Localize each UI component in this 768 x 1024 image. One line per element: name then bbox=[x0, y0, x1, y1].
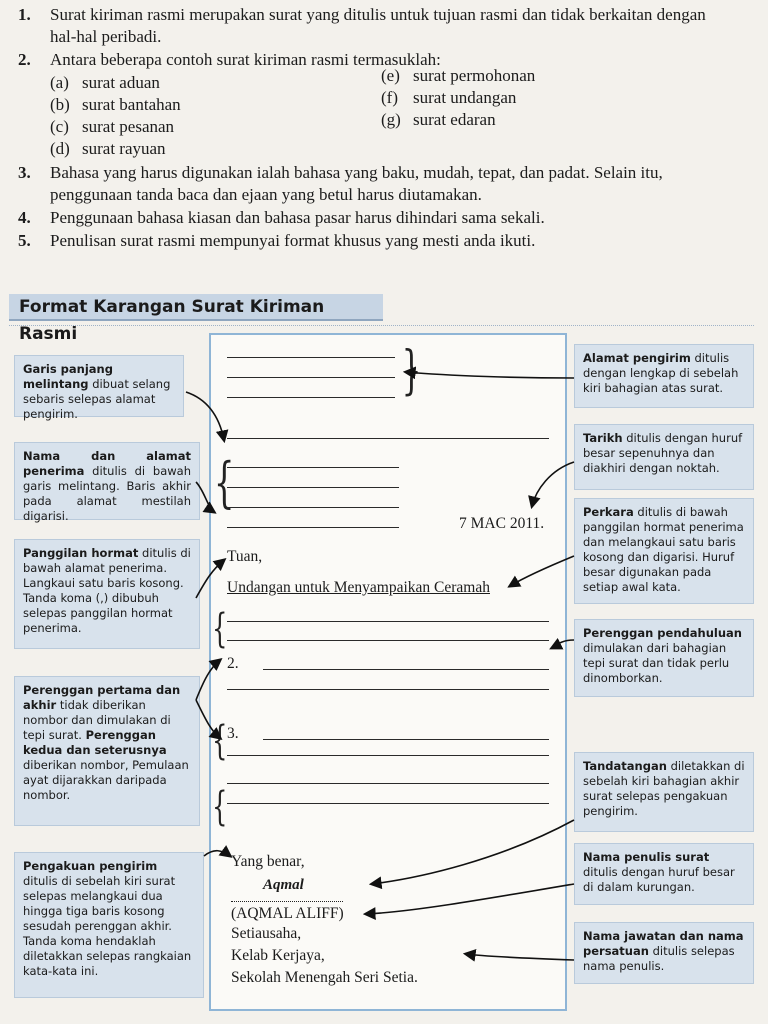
callout-bold: Perenggan pertama dan akhir bbox=[23, 683, 181, 712]
item-text-cont: penggunaan tanda baca dan ejaan yang betul harus diutamakan. bbox=[50, 185, 482, 204]
list-item-5 bbox=[18, 230, 753, 252]
example-letter: (b) bbox=[50, 95, 70, 114]
item-text: Antara beberapa contoh surat kiriman rasmi termasuklah: bbox=[50, 50, 441, 69]
recipient-address-underline bbox=[227, 527, 399, 528]
paragraph-number-3: 3. bbox=[227, 725, 239, 742]
example-c bbox=[50, 116, 174, 138]
recipient-address-brace: { bbox=[213, 451, 235, 514]
example-a bbox=[50, 72, 160, 94]
callout-perenggan-pertama bbox=[14, 676, 200, 826]
example-label: surat pesanan bbox=[82, 117, 175, 136]
item-number: 4. bbox=[18, 208, 31, 227]
letter-template bbox=[209, 333, 567, 1011]
callout-nama-penulis bbox=[574, 843, 754, 905]
callout-bold: Tarikh bbox=[583, 431, 623, 445]
paragraph-brace: { bbox=[212, 718, 228, 764]
callout-text: tidak diberikan nombor dan dimulakan di tepi surat. bbox=[23, 698, 171, 742]
example-letter: (c) bbox=[50, 117, 69, 136]
example-letter: (g) bbox=[381, 110, 401, 129]
item-number: 2. bbox=[18, 50, 31, 69]
item-text: Surat kiriman rasmi merupakan surat yang ditulis untuk tujuan rasmi dan tidak berkaitan dengan bbox=[50, 5, 706, 24]
item-text: Bahasa yang harus digunakan ialah bahasa yang baku, mudah, tepat, dan padat. Selain itu, bbox=[50, 163, 663, 182]
examples-grid bbox=[18, 66, 753, 162]
paragraph-brace: { bbox=[212, 606, 228, 652]
signer-school: Sekolah Menengah Seri Setia. bbox=[231, 969, 418, 986]
callout-text: ditulis di bawah panggilan hormat penerima dan melangkaui satu baris kosong dan digarisi. Huruf besar digunakan pada setiap awal kata. bbox=[583, 505, 744, 594]
list-item-4 bbox=[18, 207, 753, 229]
sender-address-brace: } bbox=[401, 341, 422, 401]
callout-text: diletakkan di sebelah kiri bahagian akhir surat selepas pengakuan pengirim. bbox=[583, 759, 745, 818]
recipient-address-line bbox=[227, 467, 399, 468]
callout-text: ditulis di bawah alamat penerima. Langkaui satu baris kosong. Tanda koma (,) dibubuh selepas panggilan hormat penerima. bbox=[23, 546, 191, 635]
letter-salutation: Tuan, bbox=[227, 548, 263, 565]
callout-bold: Pengakuan pengirim bbox=[23, 859, 158, 873]
signature: Aqmal bbox=[263, 877, 304, 893]
section-divider bbox=[9, 325, 754, 326]
closing-paragraph-line bbox=[227, 803, 549, 804]
callout-bold: Alamat pengirim bbox=[583, 351, 691, 365]
item-number: 5. bbox=[18, 231, 31, 250]
callout-tarikh bbox=[574, 424, 754, 490]
callout-text: dimulakan dari bahagian tepi surat dan tidak perlu dinomborkan. bbox=[583, 641, 730, 685]
callout-alamat-pengirim bbox=[574, 344, 754, 408]
callout-text: ditulis dengan huruf besar di dalam kurungan. bbox=[583, 865, 735, 894]
sender-address-line bbox=[227, 377, 395, 378]
signer-position: Setiausaha, bbox=[231, 925, 302, 942]
letter-date: 7 MAC 2011. bbox=[459, 515, 545, 532]
paragraph-line bbox=[263, 669, 549, 670]
list-item-3 bbox=[18, 162, 753, 206]
example-label: surat bantahan bbox=[82, 95, 181, 114]
sender-address-line bbox=[227, 357, 395, 358]
callout-nama-jawatan bbox=[574, 922, 754, 984]
callout-text: ditulis dengan lengkap di sebelah kiri bahagian atas surat. bbox=[583, 351, 739, 395]
callout-text: ditulis di sebelah kiri surat selepas melangkaui dua hingga tiga baris kosong sesudah perenggan akhir. Tanda koma hendaklah diletakkan selepas rangkaian kata-kata ini. bbox=[23, 874, 192, 978]
callout-text: dibuat selang sebaris selepas alamat pengirim. bbox=[23, 377, 171, 421]
callout-bold: Nama jawatan dan nama persatuan bbox=[583, 929, 744, 958]
paragraph-brace: { bbox=[212, 784, 228, 830]
paragraph-line bbox=[227, 689, 549, 690]
closing-paragraph-line bbox=[227, 783, 549, 784]
callout-bold: Perenggan kedua dan seterusnya bbox=[23, 728, 167, 757]
callout-bold: Garis panjang melintang bbox=[23, 362, 113, 391]
example-letter: (d) bbox=[50, 139, 70, 158]
callout-text: ditulis selepas nama penulis. bbox=[583, 944, 735, 973]
signer-name: (AQMAL ALIFF) bbox=[231, 905, 344, 922]
callout-text: ditulis dengan huruf besar sepenuhnya dan diakhiri dengan noktah. bbox=[583, 431, 743, 475]
example-d bbox=[50, 138, 166, 160]
callout-garis-panjang bbox=[14, 355, 184, 421]
item-text: Penggunaan bahasa kiasan dan bahasa pasar harus dihindari sama sekali. bbox=[50, 208, 545, 227]
callout-tandatangan bbox=[574, 752, 754, 832]
example-letter: (a) bbox=[50, 73, 69, 92]
item-number: 3. bbox=[18, 163, 31, 182]
example-label: surat permohonan bbox=[413, 66, 536, 85]
example-g bbox=[381, 109, 496, 131]
example-e bbox=[381, 65, 535, 87]
intro-paragraph-line bbox=[227, 621, 549, 622]
example-f bbox=[381, 87, 516, 109]
callout-bold: Nama dan alamat penerima bbox=[23, 449, 191, 478]
callout-pengakuan-pengirim bbox=[14, 852, 204, 998]
example-label: surat edaran bbox=[413, 110, 496, 129]
callout-nama-alamat bbox=[14, 442, 200, 523]
callout-text: diberikan nombor, Pemulaan ayat dijarakkan daripada nombor. bbox=[23, 758, 189, 802]
callout-bold: Perkara bbox=[583, 505, 634, 519]
callout-bold: Tandatangan bbox=[583, 759, 667, 773]
item-text: Penulisan surat rasmi mempunyai format khusus yang mesti anda ikuti. bbox=[50, 231, 536, 250]
example-letter: (e) bbox=[381, 66, 400, 85]
item-number: 1. bbox=[18, 5, 31, 24]
callout-perenggan-pendahuluan bbox=[574, 619, 754, 697]
item-text-cont: hal-hal peribadi. bbox=[50, 27, 162, 46]
callout-text: ditulis di bawah garis melintang. Baris akhir pada alamat mestilah digarisi. bbox=[23, 464, 192, 523]
letter-closing: Yang benar, bbox=[231, 853, 305, 870]
callout-panggilan-hormat bbox=[14, 539, 200, 649]
horizontal-divider-line bbox=[227, 438, 549, 439]
intro-list bbox=[18, 4, 753, 253]
recipient-address-line bbox=[227, 507, 399, 508]
example-label: surat rayuan bbox=[82, 139, 166, 158]
signature-dotted-line bbox=[231, 901, 343, 902]
recipient-address-line bbox=[227, 487, 399, 488]
section-title: Format Karangan Surat Kiriman Rasmi bbox=[9, 294, 383, 321]
example-b bbox=[50, 94, 181, 116]
list-item-1 bbox=[18, 4, 753, 48]
callout-bold: Nama penulis surat bbox=[583, 850, 710, 864]
callout-bold: Panggilan hormat bbox=[23, 546, 139, 560]
paragraph-line bbox=[263, 739, 549, 740]
intro-paragraph-line bbox=[227, 640, 549, 641]
example-letter: (f) bbox=[381, 88, 398, 107]
paragraph-line bbox=[227, 755, 549, 756]
example-label: surat aduan bbox=[82, 73, 160, 92]
example-label: surat undangan bbox=[413, 88, 517, 107]
callout-perkara bbox=[574, 498, 754, 604]
sender-address-line bbox=[227, 397, 395, 398]
callout-bold: Perenggan pendahuluan bbox=[583, 626, 742, 640]
signer-club: Kelab Kerjaya, bbox=[231, 947, 325, 964]
paragraph-number-2: 2. bbox=[227, 655, 239, 672]
letter-subject: Undangan untuk Menyampaikan Ceramah bbox=[227, 579, 490, 596]
